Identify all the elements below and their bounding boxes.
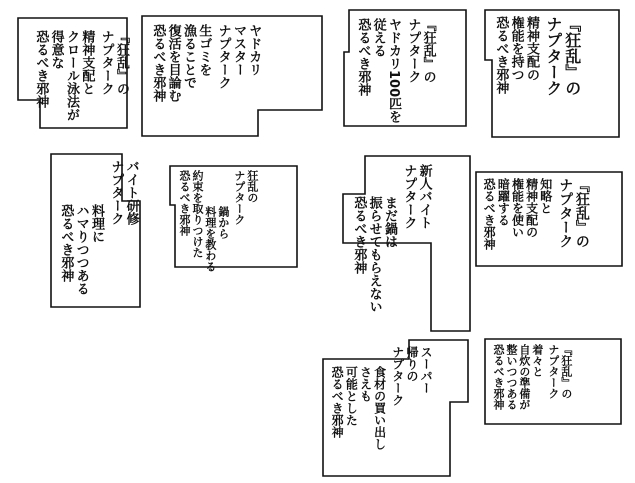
caption-line: ナプターク (108, 160, 124, 225)
caption-line: 『狂乱』の (559, 344, 573, 399)
caption-line: 権能を使い (510, 178, 525, 238)
caption-napturk-crawl (33, 30, 129, 121)
caption-line: 恐るべき邪神 (33, 30, 49, 108)
caption-line: 精神支配の (523, 16, 539, 81)
caption-line: 料理に (88, 204, 104, 243)
caption-line: 恐るべき邪神 (355, 18, 371, 96)
caption-line: 新人バイト (416, 164, 432, 229)
caption-hundred-hermit-crabs (355, 18, 436, 123)
caption-line: マスター (230, 24, 246, 76)
caption-line: 恐るべき邪神 (150, 24, 166, 102)
caption-line: 恐るべき邪神 (177, 170, 191, 236)
caption-line: 可能とした (344, 366, 359, 426)
caption-line: 恐るべき邪神 (58, 204, 74, 282)
caption-line: 着々と (530, 344, 544, 377)
caption-line: ヤドカリ (246, 24, 262, 76)
caption-line: 精神支配の (524, 178, 539, 238)
caption-line: 精神支配と (79, 30, 95, 95)
caption-line: 生ゴミを (196, 24, 212, 76)
caption-line: 復活を目論む (165, 24, 181, 102)
caption-home-cooking-ready (491, 344, 572, 410)
caption-line: 『狂乱』の (562, 16, 582, 96)
caption-line: 恐るべき邪神 (491, 344, 505, 410)
caption-line: ナプターク (557, 178, 574, 248)
caption-line: 狂乱の (245, 170, 259, 203)
caption-cooking-promise (177, 170, 258, 272)
caption-line: 『狂乱』の (113, 30, 129, 95)
caption-line: ナプターク (232, 170, 246, 225)
caption-line: 料理を教わる (203, 206, 217, 272)
caption-line: 知略と (538, 178, 553, 214)
caption-line: ナプターク (405, 18, 421, 83)
caption-line: 自炊の準備が (517, 344, 531, 410)
caption-line: 権能を持つ (508, 16, 524, 81)
caption-line: 約束を取りつけた (190, 170, 204, 258)
caption-line: まだ鍋は (381, 196, 397, 248)
caption-line: 恐るべき邪神 (351, 196, 367, 274)
caption-part-time-training (58, 160, 139, 295)
caption-line: 暗躍する (496, 178, 511, 226)
caption-mind-control-authority (493, 16, 581, 96)
caption-line: 鍋から (216, 206, 230, 239)
caption-scheming-in-shadows (482, 178, 590, 250)
caption-line: 振らせてもらえない (366, 196, 382, 313)
caption-line: 恐るべき邪神 (493, 16, 509, 94)
caption-line: ナプターク (546, 344, 560, 399)
caption-line: 整いつつある (504, 344, 518, 410)
caption-line: 『狂乱』の (573, 178, 590, 248)
caption-line: バイト研修 (123, 160, 139, 225)
caption-line: ヤドカリ100匹を (385, 18, 401, 124)
caption-hermit-crab-master (150, 24, 261, 102)
caption-new-part-timer (351, 164, 432, 313)
caption-line: 『狂乱』の (420, 18, 436, 83)
caption-line: ナプターク (98, 30, 114, 95)
caption-line: 恐るべき邪神 (330, 366, 345, 438)
caption-line: ハマりつつある (73, 204, 89, 295)
caption-line: 恐るべき邪神 (482, 178, 497, 250)
caption-line: 食材の買い出し (372, 366, 387, 450)
caption-line: 得意な (48, 30, 64, 69)
caption-line: スーパー (419, 346, 434, 394)
caption-line: ナプターク (390, 346, 405, 406)
caption-line: ナプターク (543, 16, 563, 96)
caption-line: さえも (358, 366, 373, 402)
caption-line: 帰りの (404, 346, 419, 382)
caption-supermarket-trip (330, 346, 433, 450)
caption-line: 漁ることで (180, 24, 196, 89)
caption-line: クロール泳法が (63, 30, 79, 121)
caption-line: ナプターク (401, 164, 417, 229)
caption-line: 従える (370, 18, 386, 57)
caption-line: ナプターク (215, 24, 231, 89)
